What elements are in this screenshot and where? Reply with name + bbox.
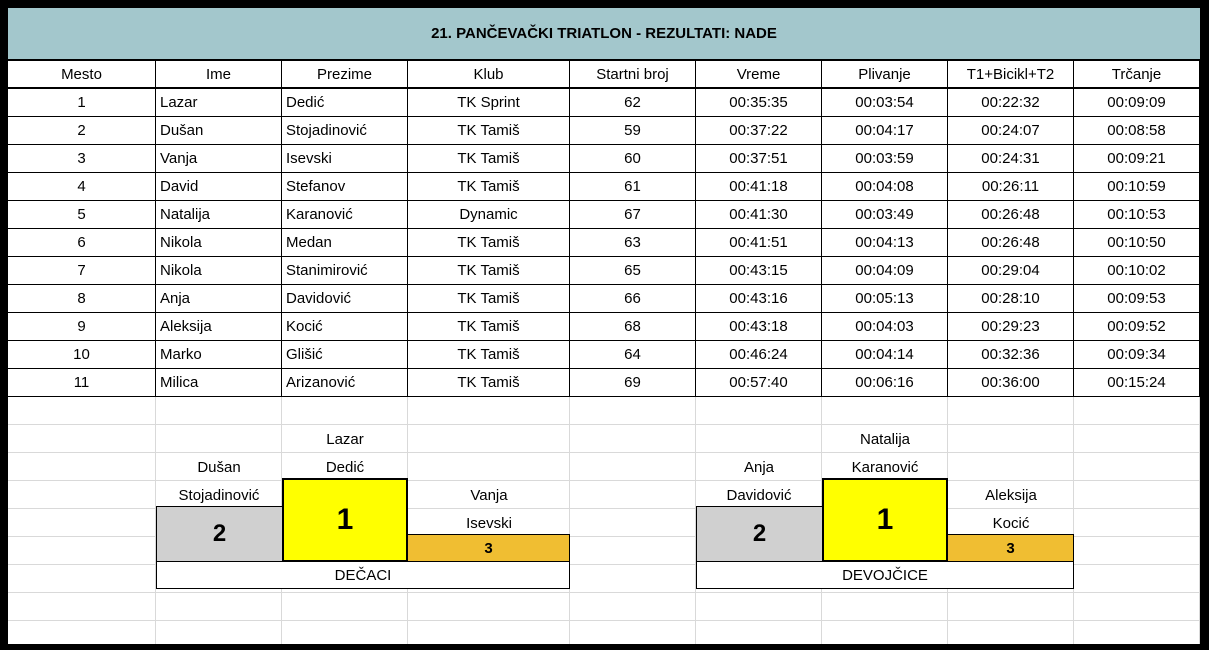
table-cell-run-time: 00:10:53 <box>1074 201 1200 229</box>
table-cell-swim-time: 00:04:14 <box>822 341 948 369</box>
empty-cell <box>1074 425 1200 453</box>
column-header-run-time: Trčanje <box>1074 61 1200 89</box>
table-cell-last-name: Kocić <box>282 313 408 341</box>
empty-cell <box>696 621 822 644</box>
table-cell-swim-time: 00:04:13 <box>822 229 948 257</box>
boys-first-last-name: Dedić <box>325 459 365 476</box>
empty-cell <box>8 537 156 565</box>
empty-cell <box>1074 621 1200 644</box>
table-cell-total-time: 00:57:40 <box>696 369 822 397</box>
table-cell-start-number: 68 <box>570 313 696 341</box>
table-cell-club: TK Tamiš <box>408 257 570 285</box>
table-cell-swim-time: 00:04:17 <box>822 117 948 145</box>
empty-cell <box>570 621 696 644</box>
table-cell-club: TK Tamiš <box>408 117 570 145</box>
table-cell-last-name: Glišić <box>282 341 408 369</box>
table-cell-place: 11 <box>8 369 156 397</box>
table-cell-club: TK Tamiš <box>408 145 570 173</box>
empty-cell <box>948 425 1074 453</box>
empty-cell <box>822 593 948 621</box>
table-cell-total-time: 00:35:35 <box>696 89 822 117</box>
table-cell-last-name: Stojadinović <box>282 117 408 145</box>
boys-podium-second-block: 2 <box>156 506 283 562</box>
table-cell-swim-time: 00:04:08 <box>822 173 948 201</box>
table-cell-club: TK Tamiš <box>408 341 570 369</box>
table-cell-place: 5 <box>8 201 156 229</box>
table-cell-bike-time: 00:26:48 <box>948 229 1074 257</box>
empty-cell <box>8 509 156 537</box>
table-cell-start-number: 63 <box>570 229 696 257</box>
empty-cell <box>570 509 696 537</box>
empty-cell <box>8 621 156 644</box>
table-cell-run-time: 00:09:34 <box>1074 341 1200 369</box>
girls-second-first-name: Anja <box>743 459 775 476</box>
table-cell-last-name: Dedić <box>282 89 408 117</box>
table-cell-bike-time: 00:36:00 <box>948 369 1074 397</box>
table-cell-run-time: 00:08:58 <box>1074 117 1200 145</box>
boys-third-first-name: Vanja <box>470 487 508 504</box>
boys-second-first-name: Dušan <box>197 459 241 476</box>
table-cell-place: 9 <box>8 313 156 341</box>
empty-cell <box>948 621 1074 644</box>
column-header-bike-time: T1+Bicikl+T2 <box>948 61 1074 89</box>
girls-third-first-name: Aleksija <box>985 487 1037 504</box>
empty-cell <box>570 593 696 621</box>
table-cell-start-number: 69 <box>570 369 696 397</box>
empty-cell <box>696 593 822 621</box>
column-header-swim-time: Plivanje <box>822 61 948 89</box>
table-cell-first-name: Anja <box>156 285 282 313</box>
empty-cell <box>696 397 822 425</box>
empty-cell <box>570 425 696 453</box>
table-cell-club: TK Tamiš <box>408 173 570 201</box>
empty-cell <box>8 453 156 481</box>
table-cell-first-name: Nikola <box>156 229 282 257</box>
table-cell-start-number: 60 <box>570 145 696 173</box>
table-cell-swim-time: 00:04:03 <box>822 313 948 341</box>
table-cell-total-time: 00:41:51 <box>696 229 822 257</box>
girls-first-first-name: Natalija <box>859 431 911 448</box>
empty-cell <box>570 565 696 593</box>
boys-third-last-name: Isevski <box>466 515 512 532</box>
table-cell-start-number: 66 <box>570 285 696 313</box>
table-cell-last-name: Medan <box>282 229 408 257</box>
boys-podium-third-block: 3 <box>407 534 570 562</box>
column-header-total-time: Vreme <box>696 61 822 89</box>
table-cell-start-number: 65 <box>570 257 696 285</box>
girls-podium-third-block: 3 <box>947 534 1074 562</box>
table-cell-run-time: 00:09:52 <box>1074 313 1200 341</box>
table-cell-last-name: Stefanov <box>282 173 408 201</box>
empty-cell <box>408 621 570 644</box>
boys-podium-first-block: 1 <box>282 478 408 562</box>
empty-cell <box>408 453 570 481</box>
empty-cell <box>696 425 822 453</box>
table-cell-place: 1 <box>8 89 156 117</box>
empty-cell <box>156 621 282 644</box>
column-header-club: Klub <box>408 61 570 89</box>
empty-cell <box>408 425 570 453</box>
table-cell-swim-time: 00:05:13 <box>822 285 948 313</box>
table-cell-first-name: Dušan <box>156 117 282 145</box>
table-cell-club: Dynamic <box>408 201 570 229</box>
table-cell-run-time: 00:10:02 <box>1074 257 1200 285</box>
empty-cell <box>1074 509 1200 537</box>
table-cell-run-time: 00:10:59 <box>1074 173 1200 201</box>
column-header-start-number: Startni broj <box>570 61 696 89</box>
empty-cell <box>1074 453 1200 481</box>
empty-cell <box>282 621 408 644</box>
table-cell-total-time: 00:46:24 <box>696 341 822 369</box>
empty-cell <box>822 621 948 644</box>
empty-cell <box>1074 537 1200 565</box>
table-cell-first-name: Marko <box>156 341 282 369</box>
empty-cell <box>282 397 408 425</box>
table-cell-run-time: 00:15:24 <box>1074 369 1200 397</box>
empty-cell <box>948 593 1074 621</box>
empty-cell <box>570 481 696 509</box>
girls-third-last-name: Kocić <box>992 515 1030 532</box>
table-cell-total-time: 00:43:15 <box>696 257 822 285</box>
empty-cell <box>156 397 282 425</box>
table-cell-swim-time: 00:03:59 <box>822 145 948 173</box>
empty-cell <box>1074 481 1200 509</box>
table-cell-club: TK Tamiš <box>408 369 570 397</box>
table-cell-last-name: Arizanović <box>282 369 408 397</box>
empty-cell <box>8 397 156 425</box>
results-title: 21. PANČEVAČKI TRIATLON - REZULTATI: NADE <box>8 8 1200 61</box>
results-table <box>8 61 1200 397</box>
table-cell-total-time: 00:37:22 <box>696 117 822 145</box>
table-cell-bike-time: 00:24:07 <box>948 117 1074 145</box>
table-cell-start-number: 59 <box>570 117 696 145</box>
table-cell-run-time: 00:09:53 <box>1074 285 1200 313</box>
table-cell-first-name: Nikola <box>156 257 282 285</box>
girls-first-last-name: Karanović <box>851 459 919 476</box>
column-header-place: Mesto <box>8 61 156 89</box>
table-cell-place: 7 <box>8 257 156 285</box>
table-cell-total-time: 00:43:16 <box>696 285 822 313</box>
empty-cell <box>948 397 1074 425</box>
boys-second-last-name: Stojadinović <box>178 487 260 504</box>
table-cell-bike-time: 00:24:31 <box>948 145 1074 173</box>
column-header-last-name: Prezime <box>282 61 408 89</box>
table-cell-first-name: Milica <box>156 369 282 397</box>
table-cell-place: 3 <box>8 145 156 173</box>
table-cell-bike-time: 00:26:48 <box>948 201 1074 229</box>
table-cell-club: TK Sprint <box>408 89 570 117</box>
table-cell-first-name: David <box>156 173 282 201</box>
column-header-first-name: Ime <box>156 61 282 89</box>
empty-cell <box>948 453 1074 481</box>
table-cell-start-number: 67 <box>570 201 696 229</box>
table-cell-start-number: 61 <box>570 173 696 201</box>
table-cell-swim-time: 00:03:54 <box>822 89 948 117</box>
empty-cell <box>408 593 570 621</box>
table-cell-place: 6 <box>8 229 156 257</box>
table-cell-club: TK Tamiš <box>408 313 570 341</box>
table-cell-start-number: 64 <box>570 341 696 369</box>
empty-cell <box>822 397 948 425</box>
table-cell-bike-time: 00:26:11 <box>948 173 1074 201</box>
table-cell-bike-time: 00:29:23 <box>948 313 1074 341</box>
empty-cell <box>408 397 570 425</box>
table-cell-total-time: 00:41:30 <box>696 201 822 229</box>
table-cell-first-name: Natalija <box>156 201 282 229</box>
table-cell-bike-time: 00:28:10 <box>948 285 1074 313</box>
girls-second-last-name: Davidović <box>726 487 792 504</box>
girls-podium-label: DEVOJČICE <box>696 561 1074 589</box>
spreadsheet <box>8 8 1200 644</box>
empty-cell <box>156 425 282 453</box>
table-cell-place: 10 <box>8 341 156 369</box>
boys-first-first-name: Lazar <box>326 431 364 448</box>
empty-cell <box>8 425 156 453</box>
table-cell-first-name: Vanja <box>156 145 282 173</box>
boys-podium-label: DEČACI <box>156 561 570 589</box>
empty-cell <box>8 565 156 593</box>
table-cell-first-name: Aleksija <box>156 313 282 341</box>
empty-cell <box>8 481 156 509</box>
table-cell-last-name: Stanimirović <box>282 257 408 285</box>
table-cell-club: TK Tamiš <box>408 229 570 257</box>
table-cell-place: 4 <box>8 173 156 201</box>
table-cell-run-time: 00:09:09 <box>1074 89 1200 117</box>
empty-cell <box>570 453 696 481</box>
girls-podium-first-block: 1 <box>822 478 948 562</box>
empty-cell <box>282 593 408 621</box>
table-cell-place: 8 <box>8 285 156 313</box>
table-cell-last-name: Isevski <box>282 145 408 173</box>
empty-cell <box>1074 397 1200 425</box>
empty-cell <box>1074 593 1200 621</box>
table-cell-run-time: 00:10:50 <box>1074 229 1200 257</box>
empty-cell <box>570 397 696 425</box>
table-cell-total-time: 00:37:51 <box>696 145 822 173</box>
table-cell-place: 2 <box>8 117 156 145</box>
empty-cell <box>156 593 282 621</box>
table-cell-swim-time: 00:06:16 <box>822 369 948 397</box>
table-cell-total-time: 00:41:18 <box>696 173 822 201</box>
girls-podium-second-block: 2 <box>696 506 823 562</box>
table-cell-start-number: 62 <box>570 89 696 117</box>
table-cell-last-name: Davidović <box>282 285 408 313</box>
table-cell-bike-time: 00:22:32 <box>948 89 1074 117</box>
table-cell-club: TK Tamiš <box>408 285 570 313</box>
table-cell-swim-time: 00:03:49 <box>822 201 948 229</box>
empty-cell <box>1074 565 1200 593</box>
table-cell-run-time: 00:09:21 <box>1074 145 1200 173</box>
table-cell-total-time: 00:43:18 <box>696 313 822 341</box>
empty-cell <box>570 537 696 565</box>
table-cell-last-name: Karanović <box>282 201 408 229</box>
table-cell-bike-time: 00:29:04 <box>948 257 1074 285</box>
table-cell-first-name: Lazar <box>156 89 282 117</box>
empty-cell <box>8 593 156 621</box>
table-cell-swim-time: 00:04:09 <box>822 257 948 285</box>
table-cell-bike-time: 00:32:36 <box>948 341 1074 369</box>
